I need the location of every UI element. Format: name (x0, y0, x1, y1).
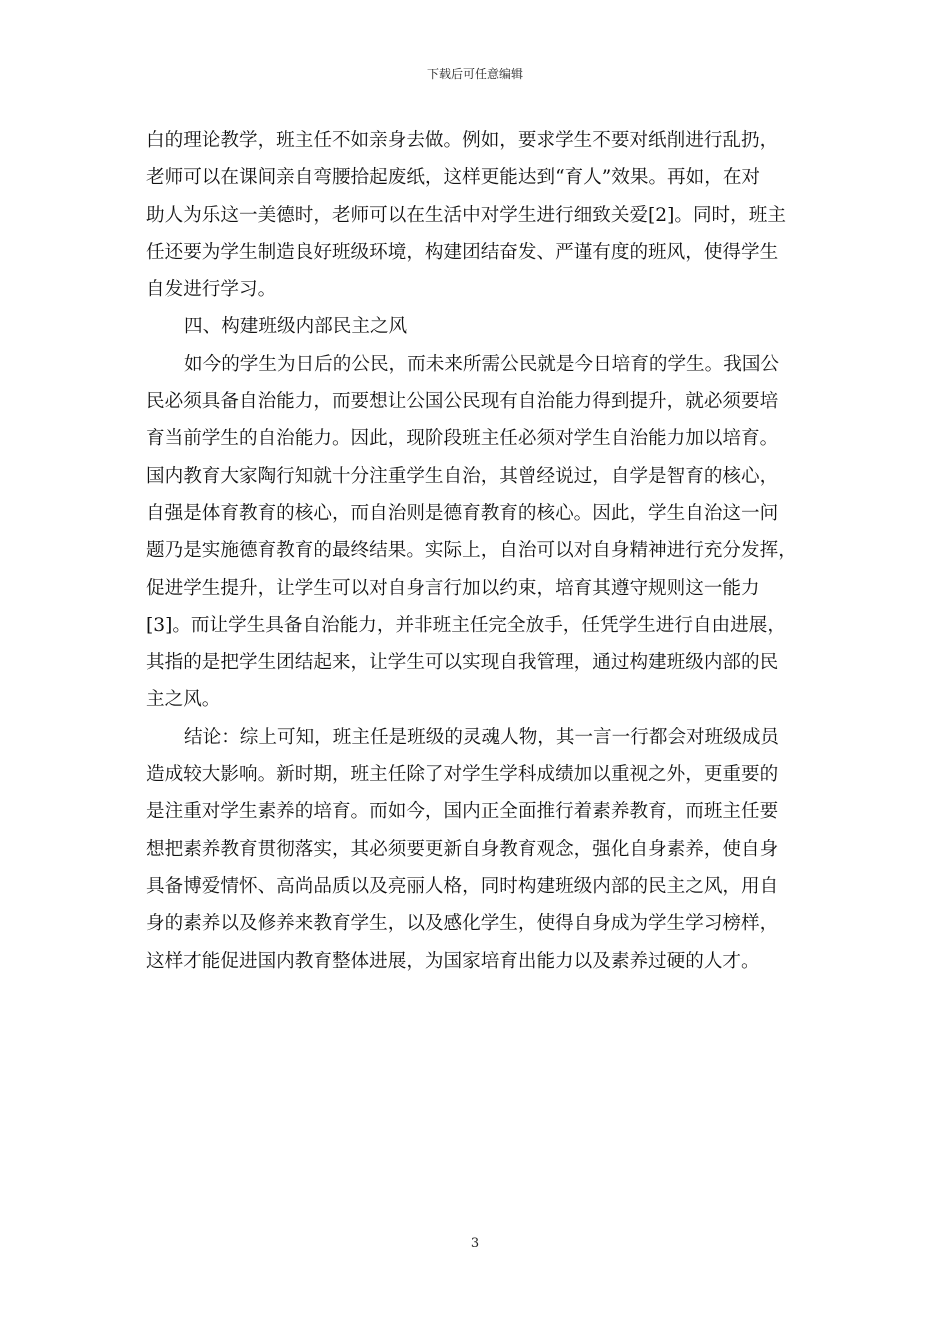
text-line: 是注重对学生素养的培育。而如今，国内正全面推行着素养教育，而班主任要 (146, 801, 779, 823)
text-line: 如今的学生为日后的公民，而未来所需公民就是今日培育的学生。我国公 (184, 353, 780, 375)
page-header: 下载后可任意编辑 (426, 67, 523, 81)
page-number: 3 (470, 1236, 480, 1251)
text-line: 自强是体育教育的核心，而自治则是德育教育的核心。因此，学生自治这一问 (146, 502, 779, 524)
text-line: 育当前学生的自治能力。因此，现阶段班主任必须对学生自治能力加以培育。 (146, 428, 779, 450)
text-line: 任还要为学生制造良好班级环境，构建团结奋发、严谨有度的班风，使得学生 (146, 241, 779, 263)
text-line: 其指的是把学生团结起来，让学生可以实现自我管理，通过构建班级内部的民 (146, 652, 779, 674)
text-line: 民必须具备自治能力，而要想让公国公民现有自治能力得到提升，就必须要培 (146, 391, 779, 413)
text-line: 想把素养教育贯彻落实，其必须要更新自身教育观念，强化自身素养，使自身 (146, 838, 779, 860)
text-line: [3]。而让学生具备自治能力，并非班主任完全放手，任凭学生进行自由进展， (146, 614, 786, 636)
conclusion-line: 结论：综上可知，班主任是班级的灵魂人物，其一言一行都会对班级成员 (184, 726, 780, 748)
text-line: 老师可以在课间亲自弯腰拾起废纸，这样更能达到“育人”效果。再如，在对 (146, 167, 761, 189)
text-line: 主之风。 (146, 689, 221, 711)
text-line: 题乃是实施德育教育的最终结果。实际上，自治可以对自身精神进行充分发挥， (146, 540, 797, 562)
text-line: 自发进行学习。 (146, 279, 277, 301)
text-line: 国内教育大家陶行知就十分注重学生自治，其曾经说过，自学是智育的核心， (146, 465, 779, 487)
text-line: 白的理论教学，班主任不如亲身去做。例如，要求学生不要对纸削进行乱扔， (146, 130, 779, 151)
text-line: 这样才能促进国内教育整体进展，为国家培育出能力以及素养过硬的人才。 (146, 950, 760, 972)
document-body (146, 122, 812, 980)
text-line: 造成较大影响。新时期，班主任除了对学生学科成绩加以重视之外，更重要的 (146, 764, 779, 786)
text-line: 助人为乐这一美德时，老师可以在生活中对学生进行细致关爱[2]。同时，班主 (146, 204, 786, 226)
text-line: 促进学生提升，让学生可以对自身言行加以约束，培育其遵守规则这一能力 (146, 577, 760, 599)
section-heading: 四、构建班级内部民主之风 (184, 316, 408, 338)
text-line: 身的素养以及修养来教育学生，以及感化学生，使得自身成为学生学习榜样， (146, 913, 779, 935)
text-line: 具备博爱情怀、高尚品质以及亮丽人格，同时构建班级内部的民主之风，用自 (146, 875, 779, 897)
